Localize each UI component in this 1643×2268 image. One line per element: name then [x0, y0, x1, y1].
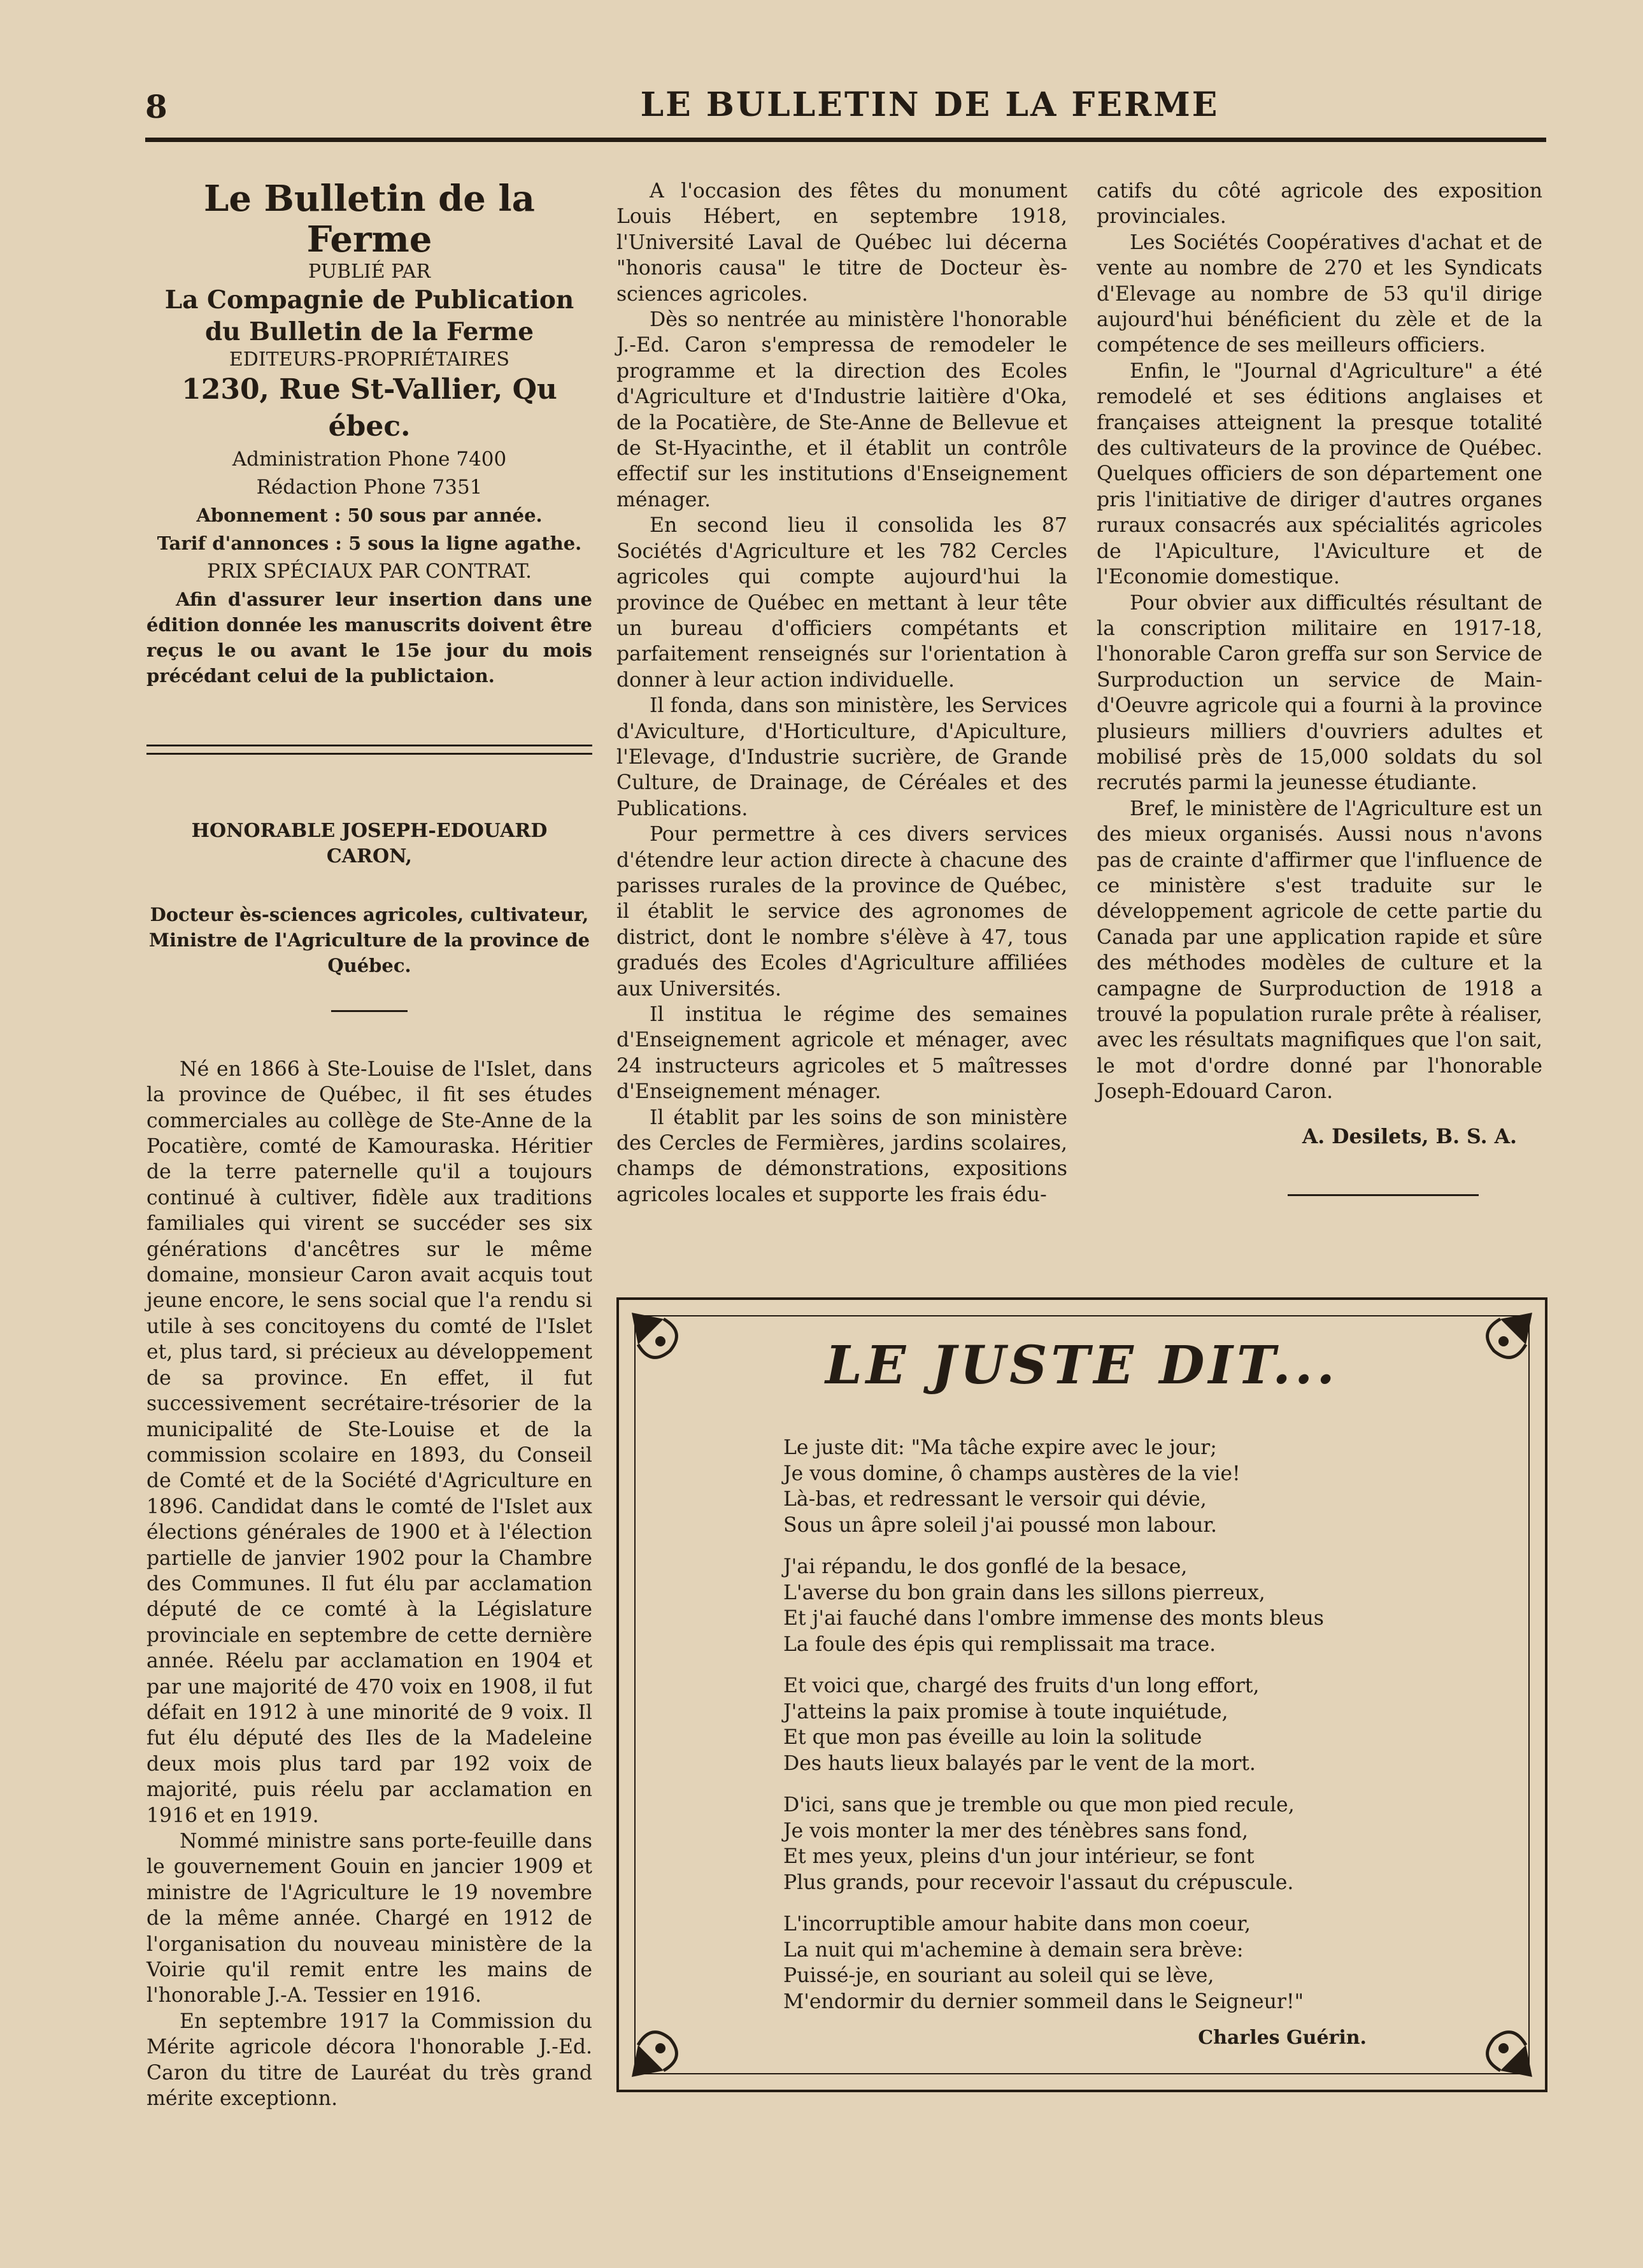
poem-line: La foule des épis qui remplissait ma trace. [783, 1632, 1216, 1656]
article-paragraph: Dès so nentrée au ministère l'honorable J.-Ed. Caron s'empressa de remodeler le programme et la direction des Ecoles d'Agriculture et d'Industrie laitière d'Oka, de la Pocatière, de Ste-Anne de Bellevue et de St-Hyacinthe, et il établit un contrôle effectif sur les institutions d'Enseignement ménager. [616, 308, 1067, 511]
article-paragraph: Né en 1866 à Ste-Louise de l'Islet, dans la province de Québec, il fit ses études commerciales au collège de Ste-Anne de la Pocatière, comté de Kamouraska. Héritier de la terre paternelle qu'il a toujours continué à cultiver, fidèle aux traditions familiales qui virent se succéder ses six générations d'ancêtres sur le même domaine, monsieur Caron avait acquis tout jeune encore, le sens social que l'a rendu si utile à ses concitoyens du comté de l'Islet et, plus tard, si précieux au développement de sa province. En effet, il fut successivement secrétaire-trésorier de la municipalité de Ste-Louise et de la commission scolaire en 1893, du Conseil de Comté et de la Société d'Agriculture en 1896. Candidat dans le comté de l'Islet aux élections générales de 1900 et à l'élection partielle de janvier 1902 pour la Chambre des Communes. Il fut élu par acclamation député de ce comté à la Législature provinciale en septembre de cette dernière année. Réelu par acclamation en 1904 et par une majorité de 470 voix en 1908, il fut défait en 1912 à une minorité de 9 voix. Il fut élu député des Iles de la Madeleine deux mois plus tard par 192 voix de majorité, puis réelu par acclamation en 1916 et en 1919. [146, 1057, 592, 1827]
article-paragraph: A l'occasion des fêtes du monument Louis Hébert, en septembre 1918, l'Université Laval de Québec lui décerna "honoris causa" le titre de Docteur ès-sciences agricoles. [616, 180, 1067, 306]
poem-line: Plus grands, pour recevoir l'assaut du crépuscule. [783, 1871, 1294, 1894]
article-paragraph: Bref, le ministère de l'Agriculture est un des mieux organisés. Aussi nous n'avons pas de crainte d'affirmer que l'influence de ce ministère s'est traduite sur le développement agricole de cette partie du Canada par une application rapide et sûre des méthodes modèles de culture et la campagne de Surproduction de 1918 a trouvé la population rurale prête à réaliser, avec les résultats magnifiques que l'on sait, le mot d'ordre donné par l'honorable Joseph-Edouard Caron. [1097, 797, 1542, 1104]
poem-line: Et voici que, chargé des fruits d'un long effort, [783, 1674, 1260, 1697]
poem-line: J'atteins la paix promise à toute inquiétude, [783, 1700, 1228, 1723]
article-paragraph: Il fonda, dans son ministère, les Services d'Aviculture, d'Horticulture, d'Apiculture, l'Elevage, d'Industrie sucrière, de Grande Culture, de Drainage, de Céréales et des Publications. [616, 694, 1067, 820]
corner-ornament-icon [1469, 2013, 1539, 2083]
publisher-role: EDITEURS-PROPRIÉTAIRES [229, 348, 510, 371]
article-paragraph: Il établit par les soins de son ministère des Cercles de Fermières, jardins scolaires, champs de démonstrations, expositions agricoles locales et supporte les frais édu- [616, 1106, 1067, 1206]
column-middle [616, 178, 1067, 1208]
article-paragraph: Enfin, le "Journal d'Agriculture" a été remodelé et ses éditions anglaises et françaises atteignent la presque totalité des cultivateurs de la province de Québec. Quelques officiers de son département one pris l'initiative de diriger d'autres organes ruraux consacrés aux spécialités agricoles de l'Apiculture, l'Aviculture et de l'Economie domestique. [1097, 359, 1542, 589]
poem-stanza [783, 1792, 1420, 1895]
article-subheading: Docteur ès-sciences agricoles, cultivateur, Ministre de l'Agriculture de la province de Québec. [148, 903, 590, 976]
column-right [1097, 178, 1542, 1196]
poem-line: Puissé-je, en souriant au soleil qui se lève, [783, 1964, 1214, 1987]
poem-line: Là-bas, et redressant le versoir qui dévie, [783, 1488, 1207, 1511]
poem-author: Charles Guérin. [1198, 2027, 1367, 2049]
article-paragraph: En second lieu il consolida les 87 Sociétés d'Agriculture et les 782 Cercles agricoles qui compte aujourd'hui la province de Québec en mettant à leur tête un bureau d'officiers compétants et parfaitement renseignés sur l'orientation à donner à leur action individuelle. [616, 514, 1067, 692]
article-paragraph: Les Sociétés Coopératives d'achat et de vente au nombre de 270 et les Syndicats d'Elevage au nombre de 53 qu'il dirige aujourd'hui bénéficient du zèle et de la compétence de ses meilleurs officiers. [1097, 231, 1542, 357]
header-rule [145, 138, 1546, 142]
special-prices: PRIX SPÉCIAUX PAR CONTRAT. [206, 560, 532, 583]
page-number: 8 [145, 88, 167, 125]
poem-stanza [783, 1911, 1420, 2015]
article-continuation: catifs du côté agricole des exposition provinciales. [1097, 180, 1542, 229]
poem-line: L'incorruptible amour habite dans mon coeur, [783, 1913, 1251, 1936]
article-heading: HONORABLE JOSEPH-EDOUARD CARON, [191, 820, 548, 868]
poem-line: J'ai répandu, le dos gonflé de la besace, [783, 1555, 1188, 1578]
poem-line: Et mes yeux, pleins d'un jour intérieur, se font [783, 1845, 1255, 1868]
corner-ornament-icon [625, 2013, 695, 2083]
poem-stanza [783, 1673, 1420, 1776]
publication-box [146, 178, 592, 585]
poem-line: Et j'ai fauché dans l'ombre immense des monts bleus [783, 1607, 1324, 1630]
poem-line: L'averse du bon grain dans les sillons pierreux, [783, 1581, 1265, 1604]
poem-box [616, 1297, 1547, 2092]
publisher-company: La Compagnie de Publication du Bulletin de la Ferme [164, 285, 574, 346]
ad-rate: Tarif d'annonces : 5 sous la ligne agathe. [157, 532, 582, 554]
admin-phone: Administration Phone 7400 [232, 448, 507, 471]
published-by: PUBLIÉ PAR [308, 260, 430, 283]
redaction-phone: Rédaction Phone 7351 [256, 476, 483, 499]
poem-line: Je vous domine, ô champs austères de la vie! [783, 1462, 1241, 1485]
article-signature: A. Desilets, B. S. A. [1302, 1124, 1517, 1148]
subscription-price: Abonnement : 50 sous par année. [196, 504, 543, 526]
poem-line: Le juste dit: "Ma tâche expire avec le jour; [783, 1436, 1217, 1459]
section-divider [146, 745, 592, 755]
short-divider [331, 1010, 408, 1012]
short-divider [1288, 1194, 1479, 1196]
article-paragraph: Il institua le régime des semaines d'Enseignement agricole et ménager, avec 24 instructeurs agricoles et 5 maîtresses d'Enseignement ménager. [616, 1003, 1067, 1104]
article-paragraph: Pour obvier aux difficultés résultant de la conscription militaire en 1917-18, l'honorable Caron greffa sur son Service de Surproduction un service de Main-d'Oeuvre agricole qui a fourni à la province plusieurs milliers d'ouvriers adultes et mobilisé près de 15,000 soldats du sol recrutés parmi la jeunesse étudiante. [1097, 591, 1542, 795]
masthead: LE BULLETIN DE LA FERME [640, 85, 1220, 124]
poem-line: Et que mon pas éveille au loin la solitude [783, 1726, 1202, 1749]
poem-line: D'ici, sans que je tremble ou que mon pied recule, [783, 1794, 1295, 1816]
poem-line: Sous un âpre soleil j'ai poussé mon labour. [783, 1513, 1217, 1537]
article-paragraph: Nommé ministre sans porte-feuille dans le gouvernement Gouin en jancier 1909 et ministre de l'Agriculture le 19 novembre de la même année. Chargé en 1912 de l'organisation du nouveau ministère de la Voirie qu'il remit entre les mains de l'honorable J.-A. Tessier en 1916. [146, 1830, 592, 2008]
poem-line: M'endormir du dernier sommeil dans le Seigneur!" [783, 1990, 1304, 2013]
article-paragraph: Pour permettre à ces divers services d'étendre leur action directe à chacune des parisses rurales de la province de Québec, il établit le service des agronomes de district, dont le nombre s'élève à 47, tous gradués des Ecoles d'Agriculture affiliées aux Universités. [616, 823, 1067, 1001]
poem-line: La nuit qui m'achemine à demain sera brève: [783, 1938, 1244, 1962]
article-paragraph: En septembre 1917 la Commission du Mérite agricole décora l'honorable J.-Ed. Caron du titre de Lauréat du très grand mérite exceptionn. [146, 2009, 592, 2111]
poem-line: Des hauts lieux balayés par le vent de la mort. [783, 1751, 1256, 1775]
publisher-address: 1230, Rue St-Vallier, Qu ébec. [181, 373, 557, 443]
poem-stanza [783, 1435, 1420, 1538]
column-left [146, 178, 592, 2111]
poem-stanza [783, 1554, 1420, 1657]
submission-note: Afin d'assurer leur insertion dans une édition donnée les manuscrits doivent être reçus le ou avant le 15e jour du mois précédant celui de la publictaion. [146, 588, 592, 687]
poem-body [783, 1435, 1420, 2030]
publication-title: Le Bulletin de la Ferme [204, 178, 535, 260]
poem-line: Je vois monter la mer des ténèbres sans fond, [783, 1819, 1248, 1843]
poem-title: LE JUSTE DIT... [825, 1335, 1339, 1396]
